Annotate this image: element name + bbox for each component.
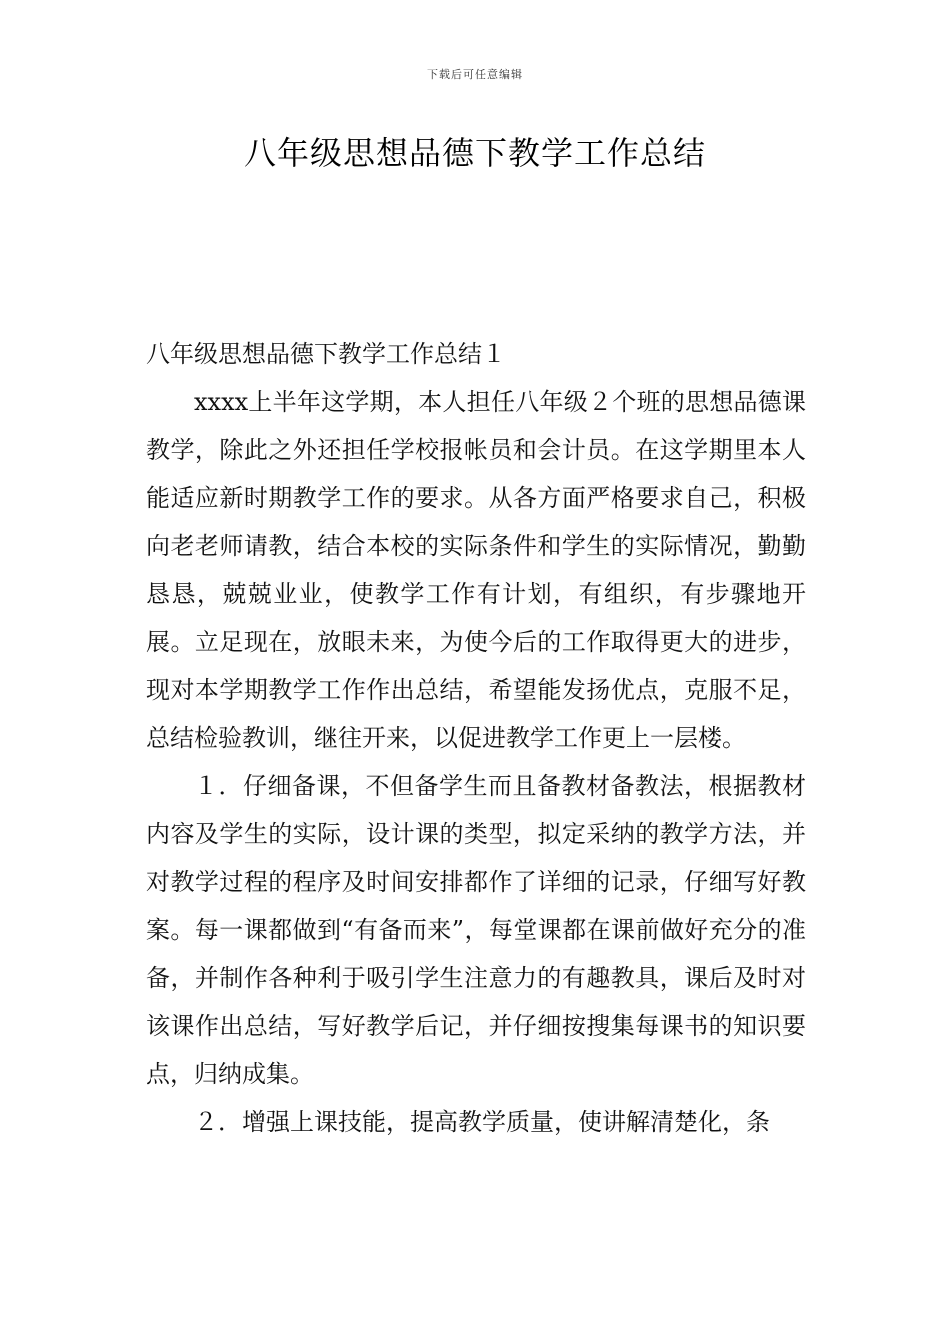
document-title: 八年级思想品德下教学工作总结: [243, 134, 706, 172]
body-paragraph-2: １．仔细备课，不但备学生而且备教材备教法，根据教材内容及学生的实际，设计课的类型，拟定采纳的教学方法，并对教学过程的程序及时间安排都作了详细的记录，仔细写好教案。每一课都做到“有备而来”，每堂课都在课前做好充分的准备，并制作各种利于吸引学生注意力的有趣教具，课后及时对该课作出总结，写好教学后记，并仔细按搜集每课书的知识要点，归纳成集。: [146, 772, 806, 1088]
body-paragraph-1: xxxx上半年这学期，本人担任八年级２个班的思想品德课教学，除此之外还担任学校报帐员和会计员。在这学期里本人能适应新时期教学工作的要求。从各方面严格要求自己，积极向老老师请教，结合本校的实际条件和学生的实际情况，勤勤恳恳，兢兢业业，使教学工作有计划，有组织，有步骤地开展。立足现在，放眼未来，为使今后的工作取得更大的进步，现对本学期教学工作作出总结，希望能发扬优点，克服不足，总结检验教训，继往开来，以促进教学工作更上一层楼。: [146, 388, 806, 752]
document-body: [146, 330, 806, 1146]
body-paragraph-3: ２．增强上课技能，提高教学质量，使讲解清楚化，条: [194, 1108, 770, 1136]
section-heading: 八年级思想品德下教学工作总结１: [146, 340, 506, 368]
page-header-note: 下载后可任意编辑: [427, 68, 523, 81]
